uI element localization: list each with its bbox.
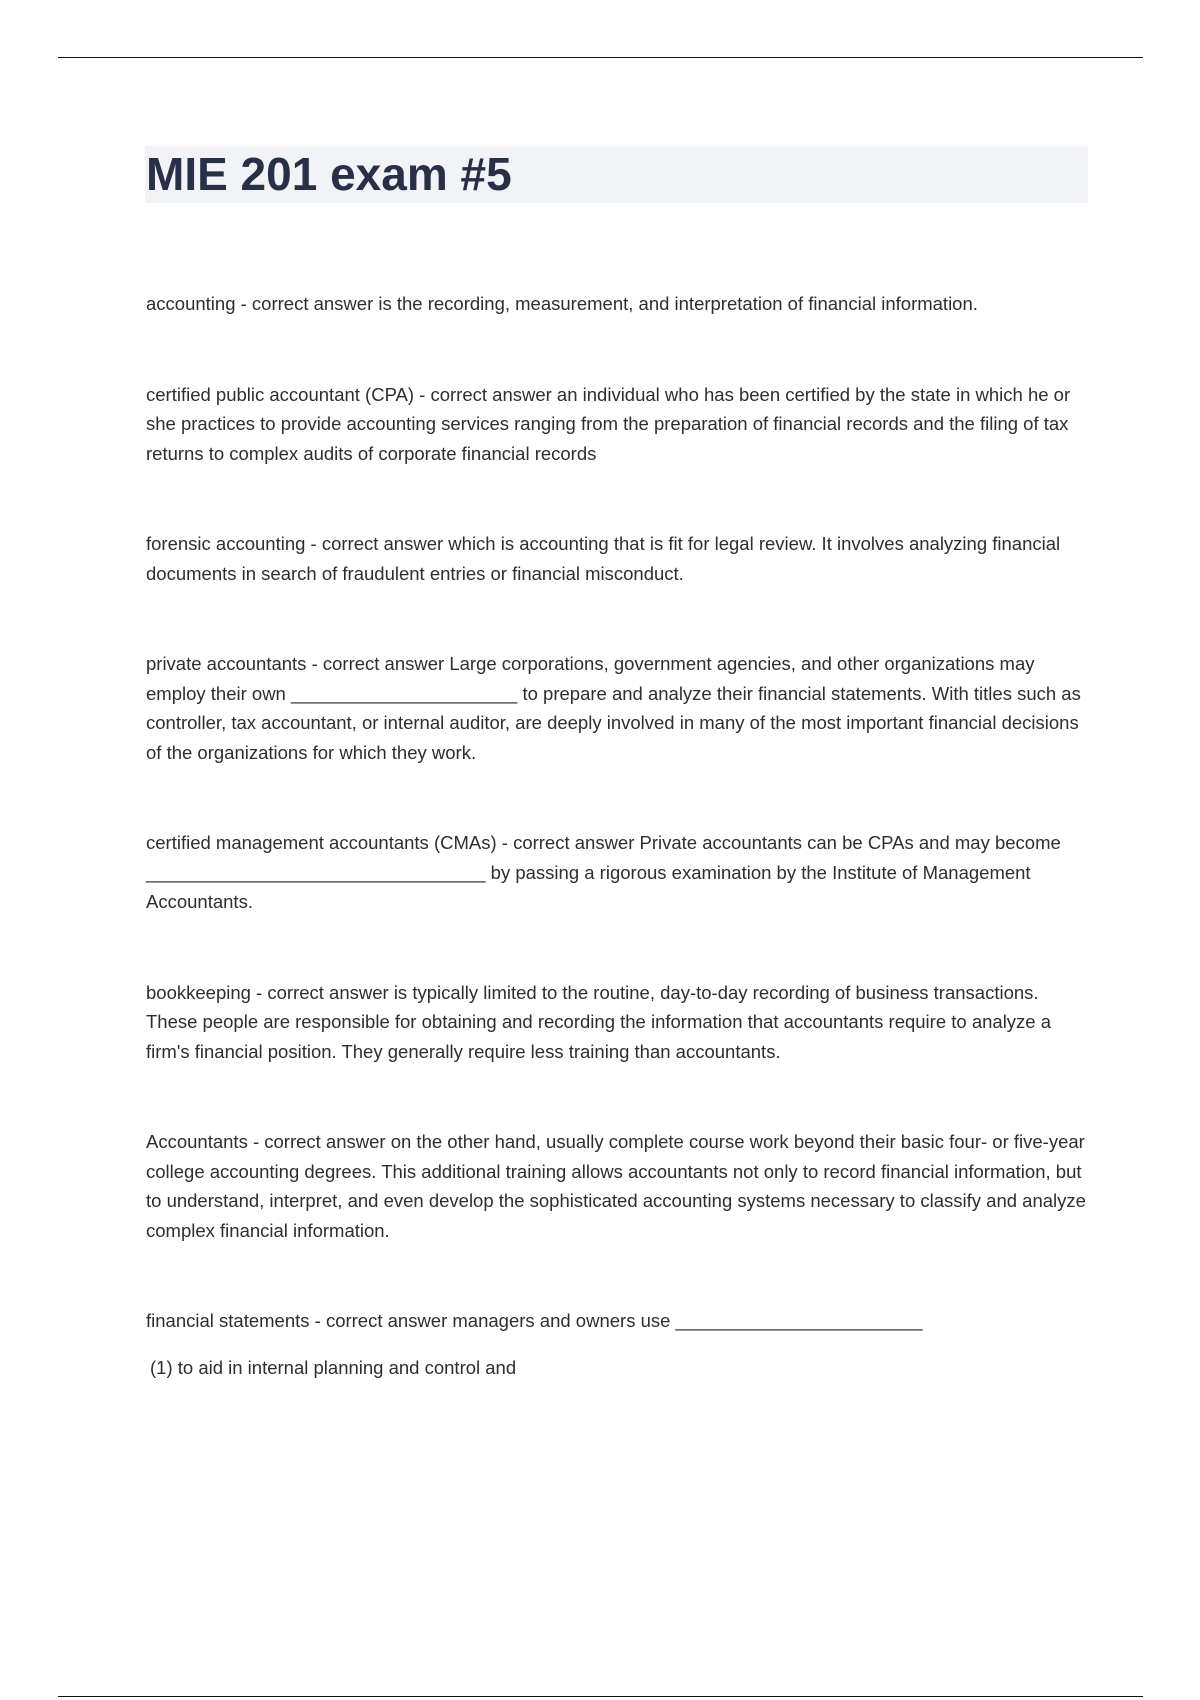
top-divider [58,57,1143,58]
entry-forensic-accounting: forensic accounting - correct answer which is accounting that is fit for legal review. It involves analyzing financial documents in search of fraudulent entries or financial misconduct. [146,533,1061,584]
entry-accounting: accounting - correct answer is the recording, measurement, and interpretation of financial information. [146,293,978,314]
entry-private-accountants: private accountants - correct answer Large corporations, government agencies, and other organizations may employ their own ______________________ to prepare and analyze their financial statements. With titles such as controller, tax accountant, or internal auditor, are deeply involved in many of the most important financial decisions of the organizations for which they work. [146,653,1081,763]
entry-bookkeeping: bookkeeping - correct answer is typically limited to the routine, day-to-day recording of business transactions. These people are responsible for obtaining and recording the information that accountants require to analyze a firm's financial position. They generally require less training than accountants. [146,981,1052,1062]
entry-cma: certified management accountants (CMAs) - correct answer Private accountants can be CPAs and may become _________________________________ by passing a rigorous examination by the Institute of Management Accountants. [146,832,1061,912]
entries-list [146,289,1086,1382]
bottom-divider [58,1696,1143,1697]
document-title: MIE 201 exam #5 [146,148,512,200]
entry-cpa: certified public accountant (CPA) - correct answer an individual who has been certified by the state in which he or she practices to provide accounting services ranging from the preparation of financial records and the filing of tax returns to complex audits of corporate financial records [146,383,1071,464]
entry-financial-statements-point-1: (1) to aid in internal planning and control and [150,1356,517,1378]
entry-financial-statements: financial statements - correct answer managers and owners use ________________________ [146,1310,923,1331]
entry-accountants: Accountants - correct answer on the other hand, usually complete course work beyond their basic four- or five-year college accounting degrees. This additional training allows accountants not only to record financial information, but to understand, interpret, and even develop the sophisticated accounting systems necessary to classify and analyze complex financial information. [146,1131,1086,1241]
